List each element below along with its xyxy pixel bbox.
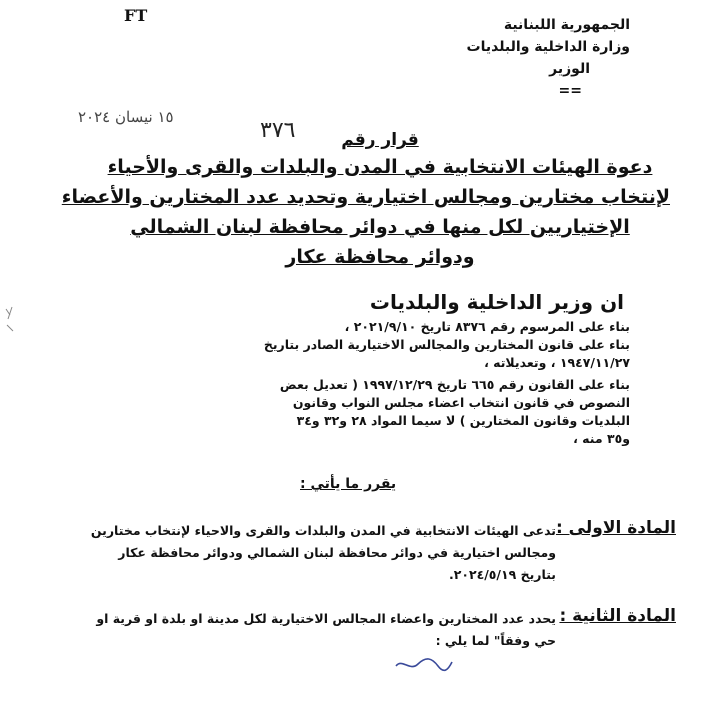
preamble-line: بناء على القانون رقم ٦٦٥ تاريخ ١٩٩٧/١٢/٢٩ ( تعديل بعض — [279, 377, 630, 392]
article-2-text — [36, 608, 556, 652]
decision-title-line: الإختياريين لكل منها في دوائر محافظة لبنان الشمالي — [130, 216, 630, 238]
scan-mark — [4, 305, 16, 335]
article-line: تدعى الهيئات الانتخابية في المدن والبلدات والقرى والاحياء لإنتخاب مختارين — [90, 523, 556, 538]
preamble-line: بناء على المرسوم رقم ٨٣٧٦ تاريخ ٢٠٢١/٩/١٠ ، — [344, 319, 630, 334]
article-line: حي وفقاً" لما يلي : — [435, 633, 556, 648]
corner-code: FT — [124, 6, 148, 25]
preamble-line: البلديات وقانون المختارين ) لا سيما المواد ٢٨ و٣٢ و٣٤ — [296, 413, 630, 428]
article-2-label: المادة الثانية : — [559, 606, 676, 626]
letterhead-ministry: وزارة الداخلية والبلديات — [466, 39, 630, 55]
handwritten-decision-number: ٣٧٦ — [260, 118, 296, 143]
decision-title-block — [61, 130, 670, 272]
preamble — [100, 318, 630, 448]
article-line: يحدد عدد المختارين واعضاء المجالس الاختيارية لكل مدينة او بلدة او قرية او — [96, 611, 556, 626]
handwritten-date: ١٥ نيسان ٢٠٢٤ — [78, 108, 174, 126]
decision-title — [61, 152, 670, 272]
preamble-line: بناء على قانون المختارين والمجالس الاختيارية الصادر بتاريخ — [263, 337, 630, 352]
article-2 — [36, 606, 676, 666]
preamble-line: النصوص في قانون انتخاب اعضاء مجلس النواب وقانون — [292, 395, 630, 410]
decision-title-line: ودوائر محافظة عكار — [285, 246, 475, 268]
article-line: ومجالس اختيارية في دوائر محافظة لبنان الشمالي ودوائر محافظة عكار — [118, 545, 556, 560]
decides-heading: يقرر ما يأتي : — [300, 476, 397, 492]
letterhead-separator: == — [558, 83, 582, 99]
preamble-line: و٣٥ منه ، — [573, 431, 630, 446]
article-1-text — [36, 520, 556, 586]
minister-heading: ان وزير الداخلية والبلديات — [369, 290, 624, 314]
preamble-line: ١٩٤٧/١١/٢٧ ، وتعديلاته ، — [484, 355, 630, 370]
letterhead — [410, 14, 630, 102]
article-1 — [36, 518, 676, 588]
decision-title-line: لإنتخاب مختارين ومجالس اختيارية وتحديد عدد المختارين والأعضاء — [61, 186, 670, 208]
initials-scribble — [392, 652, 456, 676]
decision-label: قرار رقم — [341, 130, 419, 150]
letterhead-minister: الوزير — [549, 61, 590, 77]
article-1-label: المادة الاولى : — [555, 518, 676, 538]
letterhead-republic: الجمهورية اللبنانية — [503, 17, 630, 33]
article-line: بتاريخ ٢٠٢٤/٥/١٩. — [448, 567, 556, 582]
decision-title-line: دعوة الهيئات الانتخابية في المدن والبلدات والقرى والأحياء — [107, 156, 653, 178]
